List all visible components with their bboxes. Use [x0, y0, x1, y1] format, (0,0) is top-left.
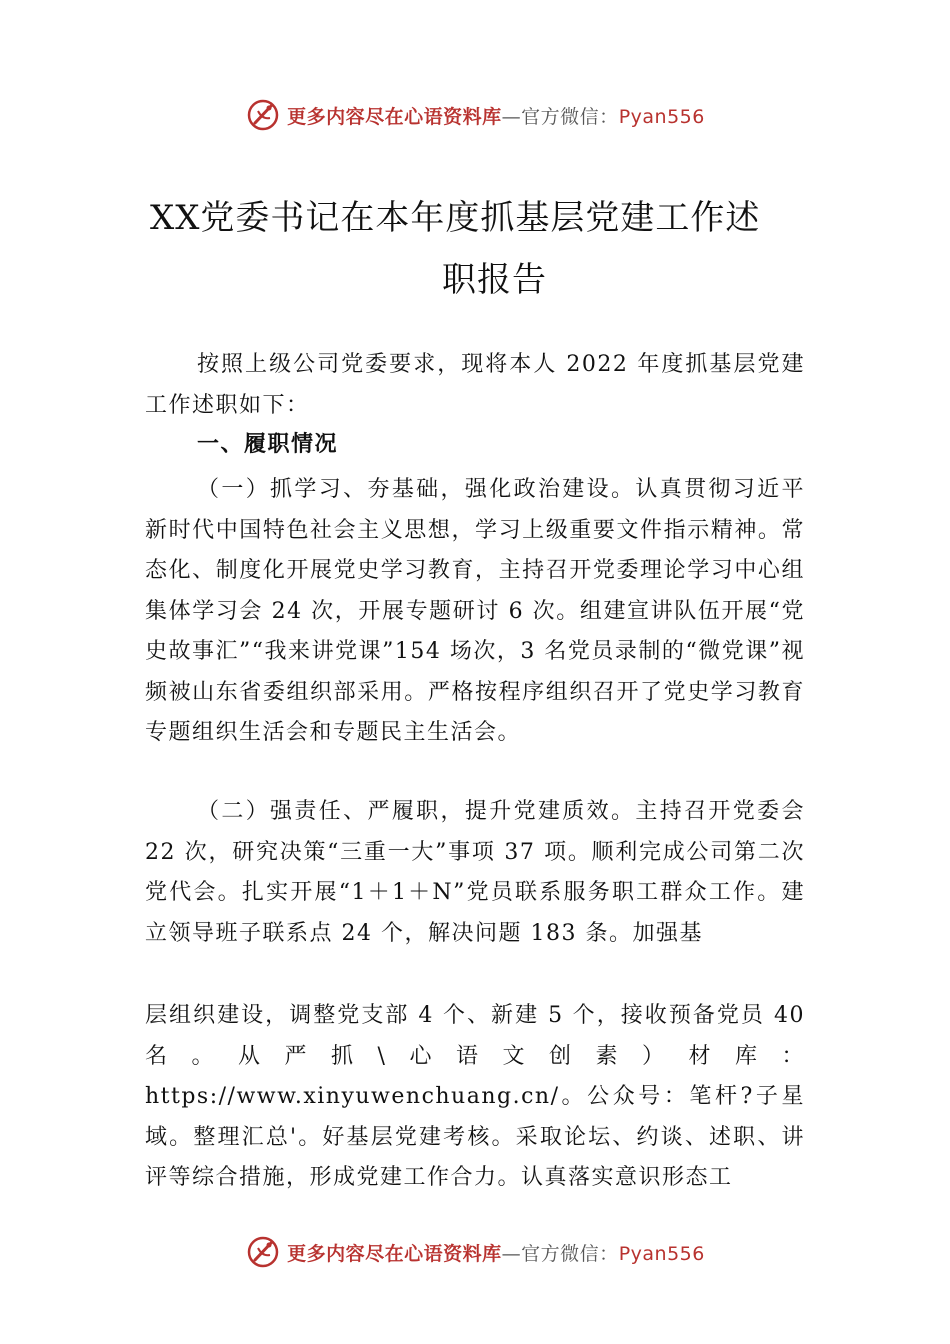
logo-icon	[245, 1234, 281, 1270]
watermark-text	[287, 1239, 705, 1266]
intro-paragraph: 按照上级公司党委要求，现将本人 2022 年度抓基层党建工作述职如下：	[145, 352, 805, 418]
watermark-brand: 更多内容尽在心语资料库	[287, 1242, 502, 1265]
watermark-wechat-id: Pyan556	[618, 1242, 705, 1265]
watermark-label: 官方微信：	[521, 105, 619, 128]
top-watermark-banner	[0, 95, 950, 135]
paragraph-2: （二）强责任、严履职，提升党建质效。主持召开党委会 22 次，研究决策“三重一大”事项 37 项。顺利完成公司第二次党代会。扎实开展“1＋1＋N”党员联系服务职工群众工作。建立领导班子联系点 24 个，解决问题 183 条。加强基	[145, 799, 805, 946]
paragraph-3: 层组织建设，调整党支部 4 个、新建 5 个，接收预备党员 40 名。从严抓\心语文创素）材库：https://www.xinyuwenchuang.cn/。公众号：笔杆?子星域。整理汇总'。好基层党建考核。采取论坛、约谈、述职、讲评等综合措施，形成党建工作合力。认真落实意识形态工	[145, 1003, 805, 1190]
watermark-separator: —	[501, 105, 522, 128]
watermark-separator: —	[501, 1242, 522, 1265]
watermark-text	[287, 102, 705, 129]
section-heading: 一、履职情况	[197, 431, 339, 457]
document-title-line2: 职报告	[442, 260, 547, 300]
watermark-label: 官方微信：	[521, 1242, 619, 1265]
logo-icon	[245, 97, 281, 133]
watermark-brand: 更多内容尽在心语资料库	[287, 105, 502, 128]
watermark-wechat-id: Pyan556	[618, 105, 705, 128]
bottom-watermark-banner	[0, 1232, 950, 1272]
paragraph-1: （一）抓学习、夯基础，强化政治建设。认真贯彻习近平新时代中国特色社会主义思想，学习上级重要文件指示精神。常态化、制度化开展党史学习教育，主持召开党委理论学习中心组集体学习会 24 次，开展专题研讨 6 次。组建宣讲队伍开展“党史故事汇”“我来讲党课”154 场次，3 名党员录制的“微党课”视频被山东省委组织部采用。严格按程序组织召开了党史学习教育专题组织生活会和专题民主生活会。	[145, 477, 805, 745]
document-title-line1: XX党委书记在本年度抓基层党建工作述	[150, 198, 761, 238]
